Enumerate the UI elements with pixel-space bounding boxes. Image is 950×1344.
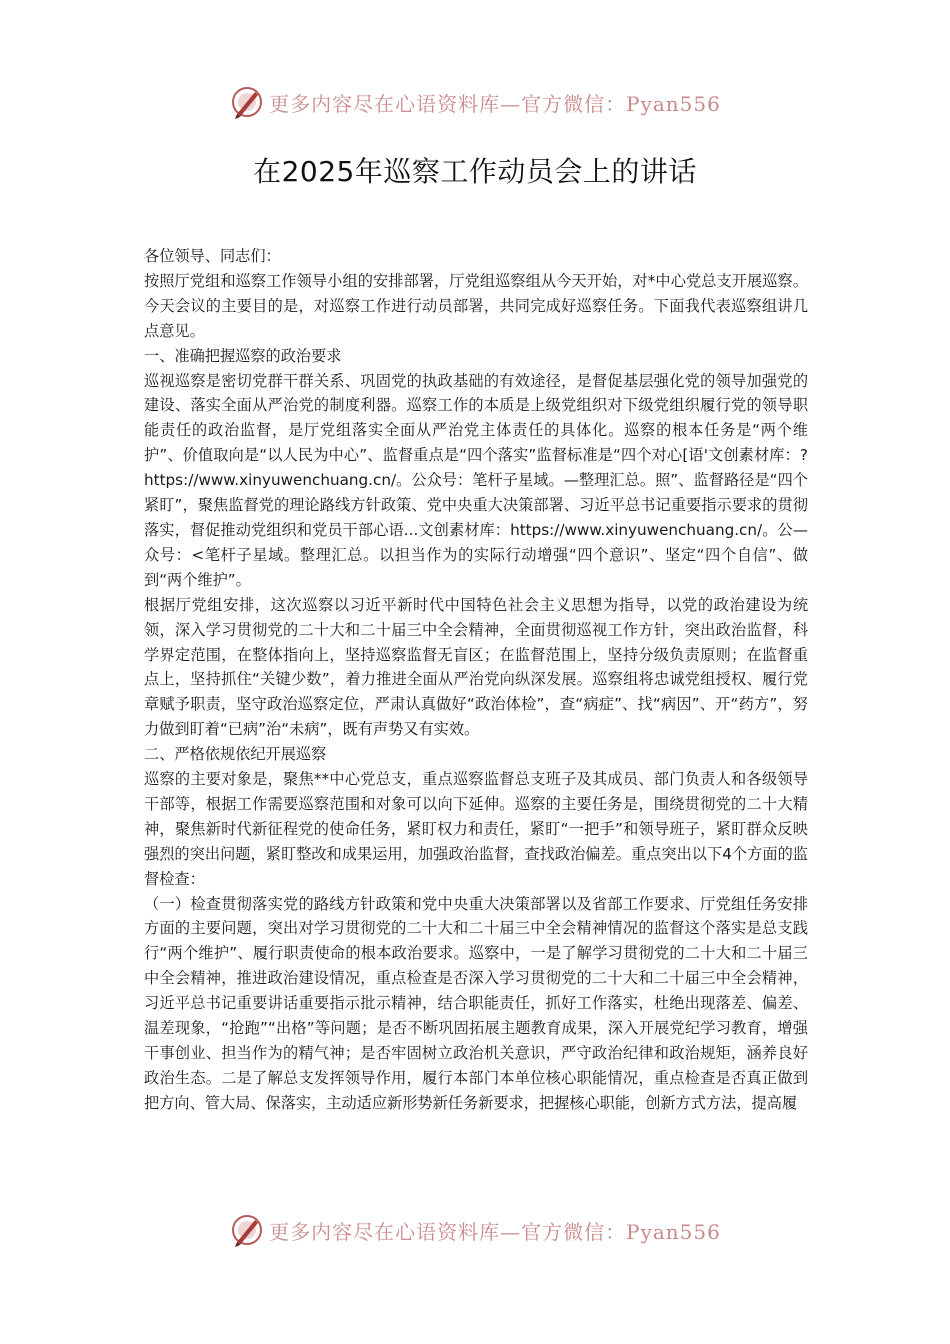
document-title: 在2025年巡察工作动员会上的讲话 — [253, 155, 697, 188]
paragraph: 根据厅党组安排，这次巡察以习近平新时代中国特色社会主义思想为指导，以党的政治建设为统领，深入学习贯彻党的二十大和二十届三中全会精神，全面贯彻巡视工作方针，突出政治监督，科学界定范围，在整体指向上，坚持巡察监督无盲区；在监督范围上，坚持分级负责原则；在监督重点上，坚持抓住“关键少数”，着力推进全面从严治党向纵深发展。巡察组将忠诚党组授权、履行党章赋予职责，坚守政治巡察定位，严肃认真做好“政治体检”，查“病症”、找“病因”、开“药方”，努力做到盯着“已病”治“未病”，既有声势又有实效。 — [144, 595, 808, 739]
banner-text: 更多内容尽在心语资料库—官方微信：Pyan556 — [269, 1219, 721, 1244]
salutation: 各位领导、同志们： — [144, 247, 281, 265]
section-heading: 一、准确把握巡察的政治要求 — [144, 346, 342, 365]
footer-watermark-banner — [0, 1210, 950, 1250]
paragraph: （一）检查贯彻落实党的路线方针政策和党中央重大决策部署以及省部工作要求、厅党组任务安排方面的主要问题，突出对学习贯彻党的二十大和二十届三中全会精神情况的监督这个落实是总支践行“两个维护”、履行职责使命的根本政治要求。巡察中，一是了解学习贯彻党的二十大和二十届三中全会精神，推进政治建设情况，重点检查是否深入学习贯彻党的二十大和二十届三中全会精神，习近平总书记重要讲话重要指示批示精神，结合职能责任，抓好工作落实，杜绝出现落差、偏差、温差现象，“抢跑”“出格”等问题；是否不断巩固拓展主题教育成果，深入开展党纪学习教育，增强干事创业、担当作为的精气神；是否牢固树立政治机关意识，严守政治纪律和政治规矩，涵养良好政治生态。二是了解总支发挥领导作用，履行本部门本单位核心职能情况，重点检查是否真正做到把方向、管大局、保落实，主动适应新形势新任务新要求，把握核心职能，创新方式方法，提高履 — [144, 894, 808, 1112]
paragraph: 按照厅党组和巡察工作领导小组的安排部署，厅党组巡察组从今天开始，对*中心党总支开展巡察。今天会议的主要目的是，对巡察工作进行动员部署，共同完成好巡察任务。下面我代表巡察组讲几点意见。 — [144, 271, 808, 340]
pen-circle-logo-icon — [229, 84, 265, 120]
pen-circle-logo-icon — [229, 1212, 265, 1248]
paragraph: 巡视巡察是密切党群干群关系、巩固党的执政基础的有效途径，是督促基层强化党的领导加强党的建设、落实全面从严治党的制度利器。巡察工作的本质是上级党组织对下级党组织履行党的领导职能责任的政治监督，是厅党组落实全面从严治党主体责任的具体化。巡察的根本任务是“两个维护”、价值取向是“以人民为中心”、监督重点是“四个落实”监督标准是“四个对心[语'文创素材库：?https://www.xinyuwenchuang.cn/。公众号：笔杆子星域。—整理汇总。照”、监督路径是“四个紧盯”，聚焦监督党的理论路线方针政策、党中央重大决策部署、习近平总书记重要指示要求的贯彻落实，督促推动党组织和党员干部心语...文创素材库：https://www.xinyuwenchuang.cn/。公—众号：<笔杆子星域。整理汇总。以担当作为的实际行动增强“四个意识”、坚定“四个自信”、做到“两个维护”。 — [144, 371, 808, 589]
banner-text: 更多内容尽在心语资料库—官方微信：Pyan556 — [269, 91, 721, 116]
document-body — [144, 244, 808, 1116]
section-heading: 二、严格依规依纪开展巡察 — [144, 745, 327, 764]
header-watermark-banner — [0, 82, 950, 122]
paragraph: 巡察的主要对象是，聚焦**中心党总支，重点巡察监督总支班子及其成员、部门负责人和各级领导干部等，根据工作需要巡察范围和对象可以向下延伸。巡察的主要任务是，围绕贯彻党的二十大精神，聚焦新时代新征程党的使命任务，紧盯权力和责任，紧盯“一把手”和领导班子，紧盯群众反映强烈的突出问题，紧盯整改和成果运用，加强政治监督，查找政治偏差。重点突出以下4个方面的监督检查： — [144, 770, 808, 888]
